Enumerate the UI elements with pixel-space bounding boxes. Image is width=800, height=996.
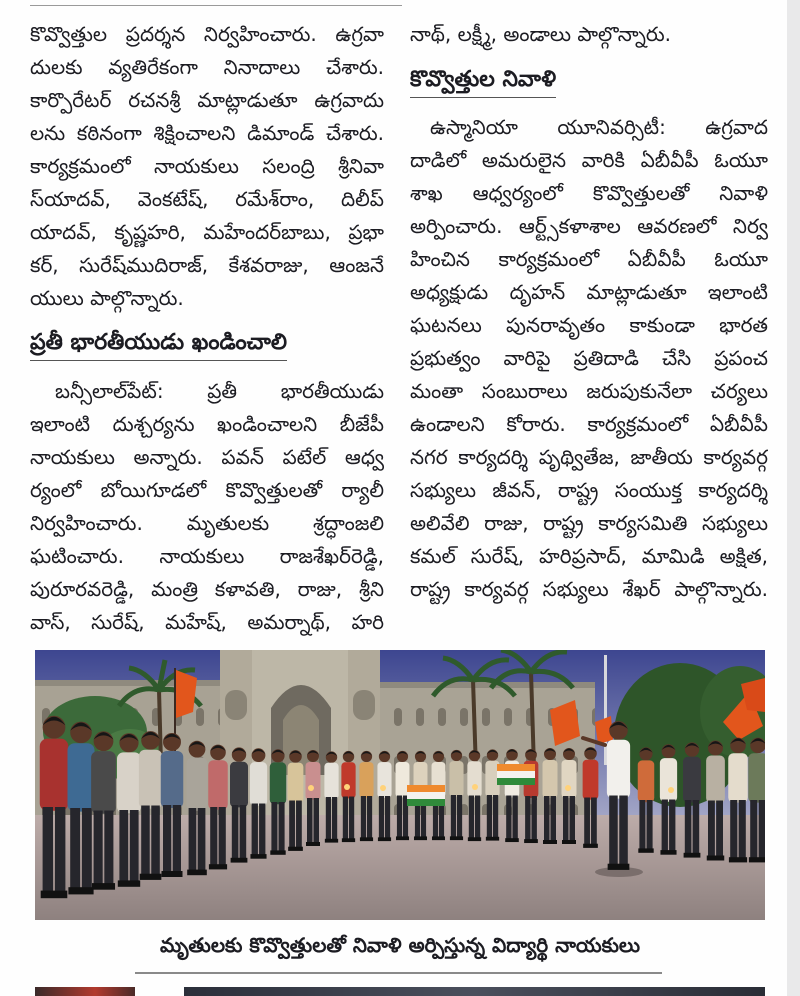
- right-column: [410, 18, 768, 606]
- event-photo: [35, 650, 765, 920]
- article-line: రాష్ట్ర కార్యవర్గ సభ్యులు శేఖర్ పాల్గొన్నారు.: [410, 577, 768, 601]
- article-line: కార్యక్రమంలో నాయకులు సలంద్రి శ్రీనివా: [30, 154, 384, 178]
- lamp-post: [604, 655, 607, 765]
- flag-band-green: [497, 778, 535, 785]
- article-line: దాడిలో అమరులైన వారికి ఏబీవీపీ ఓయూ: [410, 148, 768, 172]
- article-line: స్‌యాదవ్, వెంకటేష్, రమేశ్‌రాం, దిలీప్: [30, 187, 384, 211]
- article-line: నగర కార్యదర్శి పృథ్వితేజ, జాతీయ కార్యవర్గ: [410, 445, 768, 469]
- flag-band-green: [407, 799, 445, 806]
- tricolour-flag: [407, 785, 445, 806]
- article-line: నాథ్, లక్ష్మీ, అండాలు పాల్గొన్నారు.: [410, 22, 672, 46]
- article-line: బన్సీలాల్‌పేట్: ప్రతీ భారతీయుడు: [55, 379, 384, 403]
- subheading-block: [410, 51, 768, 111]
- building-cornice: [380, 682, 595, 688]
- candle-flame: [344, 784, 350, 790]
- flag-band-white: [497, 771, 535, 778]
- article-line: యులు పాల్గొన్నారు.: [30, 286, 184, 310]
- article-line: ప్రభుత్వం వారిపై ప్రతిదాడి చేసి ప్రపంచ: [410, 346, 768, 370]
- article-line: పురూరవరెడ్డి, మంత్రి కళావతి, రాజు, శ్రీని: [30, 577, 384, 601]
- article-line: ఉస్మానియా యూనివర్సిటీ: ఉగ్రవాద: [430, 115, 768, 139]
- article-line: ఉండాలని కోరారు. కార్యక్రమంలో ఏబీవీపీ: [410, 412, 768, 436]
- article-line: కార్పొరేటర్ రచనశ్రీ మాట్లాడుతూ ఉగ్రవాదు: [30, 88, 384, 112]
- article-line: ఘటనలు పునరావృతం కాకుండా భారత: [410, 313, 768, 337]
- article-line: మంతా సంబురాలు జరుపుకునేలా చర్యలు: [410, 379, 768, 403]
- flag-band-white: [407, 792, 445, 799]
- tricolour-flag: [497, 764, 535, 785]
- left-column: [30, 18, 384, 639]
- photo-caption: మృతులకు కొవ్వొత్తులతో నివాళి అర్పిస్తున్న విద్యార్థి నాయకులు: [159, 933, 641, 957]
- article-line: ఘటించారు. నాయకులు రాజశేఖర్‌రెడ్డి,: [30, 544, 384, 568]
- article-line: ర్యంలో బోయిగూడలో కొవ్వొత్తులతో ర్యాలీ: [30, 478, 384, 502]
- photo-illustration: [35, 650, 765, 920]
- page-gutter: [787, 0, 800, 996]
- article-line: హించిన కార్యక్రమంలో ఏబీవీపీ ఓయూ: [410, 247, 768, 271]
- article-line: అలివేలి రాజు, రాష్ట్ర కార్యసమితి సభ్యులు: [410, 511, 768, 535]
- article-line: లను కఠినంగా శిక్షించాలని డిమాండ్ చేశారు.: [30, 121, 384, 145]
- article-line: వాస్, సురేష్, మహేష్, అమర్నాథ్, హరి: [30, 610, 384, 634]
- article-line: దులకు వ్యతిరేకంగా నినాదాలు చేశారు.: [30, 55, 384, 79]
- subheading: ప్రతీ భారతీయుడు ఖండించాలి: [30, 326, 287, 361]
- article-line: శాఖ ఆధ్వర్యంలో కొవ్వొత్తులతో నివాళి: [410, 181, 768, 205]
- article-line: సభ్యులు జీవన్, రాష్ట్ర సంయుక్త కార్యదర్శి: [410, 478, 768, 502]
- subheading: కొవ్వొత్తుల నివాళి: [410, 63, 556, 98]
- candle-flame: [668, 787, 674, 793]
- subheading-block: [30, 315, 384, 375]
- article-line: యాదవ్, కృష్ణహరి, మహేందర్‌బాబు, ప్రభా: [30, 220, 384, 244]
- article-line: అధ్యక్షుడు దృహన్ మాట్లాడుతూ ఇలాంటి: [410, 280, 768, 304]
- building-tower-window: [353, 690, 375, 720]
- building-tower-window: [225, 690, 247, 720]
- article-line: కొవ్వొత్తుల ప్రదర్శన నిర్వహించారు. ఉగ్రవా: [30, 22, 384, 46]
- flag-band-saffron: [407, 785, 445, 792]
- caption-rule: [135, 972, 662, 974]
- candle-flame: [472, 784, 478, 790]
- article-line: ఇలాంటి దుశ్చర్యను ఖండించాలని బీజేపీ: [30, 412, 384, 436]
- person: [748, 738, 765, 863]
- flag-band-saffron: [497, 764, 535, 771]
- candle-flame: [380, 785, 386, 791]
- top-rule: [30, 5, 402, 6]
- next-photo-edge: [184, 987, 765, 996]
- article-line: కర్, సురేష్‌ముదిరాజ్, కేశవరాజు, ఆంజనే: [30, 253, 384, 277]
- article-line: కమల్ సురేష్, హరిప్రసాద్, మామిడి అక్షిత,: [410, 544, 768, 568]
- article-line: నిర్వహించారు. మృతులకు శ్రద్ధాంజలి: [30, 511, 384, 535]
- candle-flame: [565, 785, 571, 791]
- next-photo-edge: [35, 987, 135, 996]
- article-line: అర్పించారు. ఆర్ట్స్‌కళాశాల ఆవరణలో నిర్వ: [410, 214, 768, 238]
- article-line: నాయకులు అన్నారు. పవన్ పటేల్ ఆధ్వ: [30, 445, 384, 469]
- candle-flame: [308, 785, 314, 791]
